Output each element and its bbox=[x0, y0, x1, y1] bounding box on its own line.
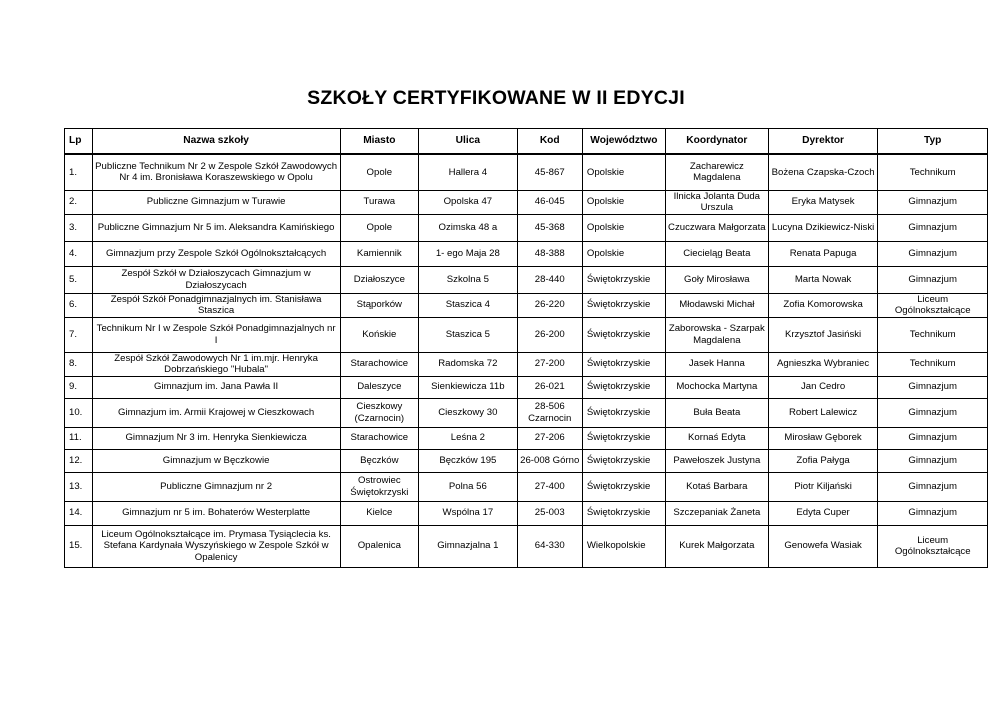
cell-school-name: Gimnazjum im. Armii Krajowej w Cieszkowach bbox=[92, 398, 340, 427]
cell-city: Kielce bbox=[340, 501, 419, 525]
table-row bbox=[65, 398, 988, 427]
cell-street: Radomska 72 bbox=[419, 352, 517, 376]
cell-city: Opalenica bbox=[340, 525, 419, 567]
cell-postal-code: 26-200 bbox=[517, 317, 582, 352]
cell-city: Daleszyce bbox=[340, 376, 419, 398]
cell-voivodeship: Świętokrzyskie bbox=[582, 398, 665, 427]
cell-coordinator: Mochocka Martyna bbox=[665, 376, 768, 398]
cell-voivodeship: Świętokrzyskie bbox=[582, 317, 665, 352]
cell-director: Krzysztof Jasiński bbox=[768, 317, 878, 352]
cell-type: Gimnazjum bbox=[878, 376, 988, 398]
cell-postal-code: 26-220 bbox=[517, 293, 582, 317]
cell-postal-code: 45-867 bbox=[517, 154, 582, 190]
table-row bbox=[65, 427, 988, 449]
cell-lp: 5. bbox=[65, 266, 93, 293]
cell-school-name: Zespół Szkół Ponadgimnazjalnych im. Stanisława Staszica bbox=[92, 293, 340, 317]
cell-type: Technikum bbox=[878, 154, 988, 190]
cell-city: Turawa bbox=[340, 190, 419, 214]
cell-director: Zofia Komorowska bbox=[768, 293, 878, 317]
cell-coordinator: Kurek Małgorzata bbox=[665, 525, 768, 567]
cell-lp: 11. bbox=[65, 427, 93, 449]
cell-director: Genowefa Wasiak bbox=[768, 525, 878, 567]
table-row bbox=[65, 154, 988, 190]
cell-school-name: Zespół Szkół Zawodowych Nr 1 im.mjr. Henryka Dobrzańskiego "Hubala" bbox=[92, 352, 340, 376]
cell-type: Gimnazjum bbox=[878, 266, 988, 293]
cell-school-name: Publiczne Gimnazjum Nr 5 im. Aleksandra Kamińskiego bbox=[92, 214, 340, 241]
cell-street: Polna 56 bbox=[419, 472, 517, 501]
cell-type: Gimnazjum bbox=[878, 190, 988, 214]
table-row bbox=[65, 352, 988, 376]
table-body bbox=[65, 154, 988, 567]
header-coordinator: Koordynator bbox=[665, 129, 768, 155]
cell-postal-code: 28-440 bbox=[517, 266, 582, 293]
header-school-name: Nazwa szkoły bbox=[92, 129, 340, 155]
cell-school-name: Technikum Nr I w Zespole Szkół Ponadgimnazjalnych nr I bbox=[92, 317, 340, 352]
cell-street: Staszica 4 bbox=[419, 293, 517, 317]
cell-postal-code: 25-003 bbox=[517, 501, 582, 525]
cell-type: Gimnazjum bbox=[878, 427, 988, 449]
cell-city: Opole bbox=[340, 154, 419, 190]
cell-postal-code: 27-206 bbox=[517, 427, 582, 449]
schools-table bbox=[64, 128, 988, 568]
cell-street: Cieszkowy 30 bbox=[419, 398, 517, 427]
header-city: Miasto bbox=[340, 129, 419, 155]
cell-school-name: Gimnazjum im. Jana Pawła II bbox=[92, 376, 340, 398]
cell-type: Gimnazjum bbox=[878, 472, 988, 501]
cell-voivodeship: Opolskie bbox=[582, 154, 665, 190]
cell-voivodeship: Opolskie bbox=[582, 190, 665, 214]
cell-coordinator: Kornaś Edyta bbox=[665, 427, 768, 449]
cell-director: Zofia Pałyga bbox=[768, 449, 878, 472]
cell-coordinator: Młodawski Michał bbox=[665, 293, 768, 317]
cell-school-name: Gimnazjum w Bęczkowie bbox=[92, 449, 340, 472]
cell-voivodeship: Wielkopolskie bbox=[582, 525, 665, 567]
cell-voivodeship: Świętokrzyskie bbox=[582, 449, 665, 472]
cell-lp: 14. bbox=[65, 501, 93, 525]
cell-coordinator: Goły Mirosława bbox=[665, 266, 768, 293]
cell-coordinator: Czuczwara Małgorzata bbox=[665, 214, 768, 241]
cell-street: Leśna 2 bbox=[419, 427, 517, 449]
cell-school-name: Liceum Ogólnokształcące im. Prymasa Tysiąclecia ks. Stefana Kardynała Wyszyńskiego w Zespole Szkół w Opalenicy bbox=[92, 525, 340, 567]
cell-city: Bęczków bbox=[340, 449, 419, 472]
cell-city: Stąporków bbox=[340, 293, 419, 317]
table-row bbox=[65, 449, 988, 472]
cell-director: Edyta Cuper bbox=[768, 501, 878, 525]
cell-street: Szkolna 5 bbox=[419, 266, 517, 293]
cell-school-name: Gimnazjum Nr 3 im. Henryka Sienkiewicza bbox=[92, 427, 340, 449]
cell-lp: 10. bbox=[65, 398, 93, 427]
cell-postal-code: 26-021 bbox=[517, 376, 582, 398]
header-type: Typ bbox=[878, 129, 988, 155]
cell-type: Technikum bbox=[878, 317, 988, 352]
table-row bbox=[65, 293, 988, 317]
cell-postal-code: 46-045 bbox=[517, 190, 582, 214]
cell-lp: 4. bbox=[65, 241, 93, 266]
cell-type: Technikum bbox=[878, 352, 988, 376]
cell-coordinator: Szczepaniak Żaneta bbox=[665, 501, 768, 525]
cell-school-name: Zespół Szkół w Działoszycach Gimnazjum w Działoszycach bbox=[92, 266, 340, 293]
cell-city: Starachowice bbox=[340, 427, 419, 449]
cell-lp: 7. bbox=[65, 317, 93, 352]
cell-coordinator: Pawełoszek Justyna bbox=[665, 449, 768, 472]
cell-voivodeship: Świętokrzyskie bbox=[582, 376, 665, 398]
cell-director: Piotr Kiljański bbox=[768, 472, 878, 501]
cell-coordinator: Zacharewicz Magdalena bbox=[665, 154, 768, 190]
cell-city: Cieszkowy (Czarnocin) bbox=[340, 398, 419, 427]
cell-city: Ostrowiec Świętokrzyski bbox=[340, 472, 419, 501]
cell-director: Marta Nowak bbox=[768, 266, 878, 293]
cell-street: 1- ego Maja 28 bbox=[419, 241, 517, 266]
cell-coordinator: Kotaś Barbara bbox=[665, 472, 768, 501]
table-header-row bbox=[65, 129, 988, 155]
header-voivodeship: Województwo bbox=[582, 129, 665, 155]
page-title: SZKOŁY CERTYFIKOWANE W II EDYCJI bbox=[307, 87, 685, 109]
cell-director: Robert Lalewicz bbox=[768, 398, 878, 427]
cell-type: Liceum Ogólnokształcące bbox=[878, 525, 988, 567]
cell-street: Bęczków 195 bbox=[419, 449, 517, 472]
cell-voivodeship: Opolskie bbox=[582, 214, 665, 241]
table-row bbox=[65, 241, 988, 266]
cell-type: Gimnazjum bbox=[878, 501, 988, 525]
cell-lp: 13. bbox=[65, 472, 93, 501]
cell-postal-code: 26-008 Górno bbox=[517, 449, 582, 472]
cell-type: Gimnazjum bbox=[878, 398, 988, 427]
cell-director: Bożena Czapska-Czoch bbox=[768, 154, 878, 190]
table-row bbox=[65, 266, 988, 293]
header-postal-code: Kod bbox=[517, 129, 582, 155]
cell-director: Eryka Matysek bbox=[768, 190, 878, 214]
cell-voivodeship: Świętokrzyskie bbox=[582, 266, 665, 293]
cell-director: Agnieszka Wybraniec bbox=[768, 352, 878, 376]
header-director: Dyrektor bbox=[768, 129, 878, 155]
table-row bbox=[65, 190, 988, 214]
cell-city: Działoszyce bbox=[340, 266, 419, 293]
cell-coordinator: Jasek Hanna bbox=[665, 352, 768, 376]
cell-director: Renata Papuga bbox=[768, 241, 878, 266]
cell-street: Staszica 5 bbox=[419, 317, 517, 352]
cell-voivodeship: Świętokrzyskie bbox=[582, 352, 665, 376]
cell-lp: 12. bbox=[65, 449, 93, 472]
cell-coordinator: Buła Beata bbox=[665, 398, 768, 427]
cell-street: Ozimska 48 a bbox=[419, 214, 517, 241]
cell-lp: 6. bbox=[65, 293, 93, 317]
table-row bbox=[65, 214, 988, 241]
cell-street: Wspólna 17 bbox=[419, 501, 517, 525]
cell-type: Gimnazjum bbox=[878, 449, 988, 472]
table-row bbox=[65, 472, 988, 501]
table-row bbox=[65, 525, 988, 567]
cell-type: Liceum Ogólnokształcące bbox=[878, 293, 988, 317]
cell-school-name: Publiczne Gimnazjum nr 2 bbox=[92, 472, 340, 501]
cell-coordinator: Ilnicka Jolanta Duda Urszula bbox=[665, 190, 768, 214]
cell-school-name: Gimnazjum nr 5 im. Bohaterów Westerplatte bbox=[92, 501, 340, 525]
cell-postal-code: 28-506 Czarnocin bbox=[517, 398, 582, 427]
header-street: Ulica bbox=[419, 129, 517, 155]
cell-city: Opole bbox=[340, 214, 419, 241]
cell-lp: 15. bbox=[65, 525, 93, 567]
cell-city: Końskie bbox=[340, 317, 419, 352]
cell-city: Starachowice bbox=[340, 352, 419, 376]
table-row bbox=[65, 376, 988, 398]
cell-lp: 8. bbox=[65, 352, 93, 376]
cell-school-name: Gimnazjum przy Zespole Szkół Ogólnokształcących bbox=[92, 241, 340, 266]
cell-voivodeship: Świętokrzyskie bbox=[582, 472, 665, 501]
cell-type: Gimnazjum bbox=[878, 241, 988, 266]
cell-director: Lucyna Dzikiewicz-Niski bbox=[768, 214, 878, 241]
header-lp: Lp bbox=[65, 129, 93, 155]
cell-voivodeship: Opolskie bbox=[582, 241, 665, 266]
cell-director: Jan Cedro bbox=[768, 376, 878, 398]
table-row bbox=[65, 317, 988, 352]
cell-street: Opolska 47 bbox=[419, 190, 517, 214]
cell-voivodeship: Świętokrzyskie bbox=[582, 293, 665, 317]
cell-school-name: Publiczne Gimnazjum w Turawie bbox=[92, 190, 340, 214]
cell-director: Mirosław Gęborek bbox=[768, 427, 878, 449]
cell-type: Gimnazjum bbox=[878, 214, 988, 241]
cell-postal-code: 27-200 bbox=[517, 352, 582, 376]
cell-postal-code: 64-330 bbox=[517, 525, 582, 567]
cell-voivodeship: Świętokrzyskie bbox=[582, 501, 665, 525]
cell-street: Sienkiewicza 11b bbox=[419, 376, 517, 398]
cell-postal-code: 27-400 bbox=[517, 472, 582, 501]
cell-postal-code: 48-388 bbox=[517, 241, 582, 266]
cell-lp: 1. bbox=[65, 154, 93, 190]
cell-street: Gimnazjalna 1 bbox=[419, 525, 517, 567]
cell-city: Kamiennik bbox=[340, 241, 419, 266]
cell-school-name: Publiczne Technikum Nr 2 w Zespole Szkół Zawodowych Nr 4 im. Bronisława Koraszewskiego w Opolu bbox=[92, 154, 340, 190]
cell-coordinator: Ciecieląg Beata bbox=[665, 241, 768, 266]
cell-voivodeship: Świętokrzyskie bbox=[582, 427, 665, 449]
cell-lp: 9. bbox=[65, 376, 93, 398]
cell-street: Hallera 4 bbox=[419, 154, 517, 190]
cell-coordinator: Zaborowska - Szarpak Magdalena bbox=[665, 317, 768, 352]
cell-lp: 3. bbox=[65, 214, 93, 241]
cell-postal-code: 45-368 bbox=[517, 214, 582, 241]
table-row bbox=[65, 501, 988, 525]
cell-lp: 2. bbox=[65, 190, 93, 214]
